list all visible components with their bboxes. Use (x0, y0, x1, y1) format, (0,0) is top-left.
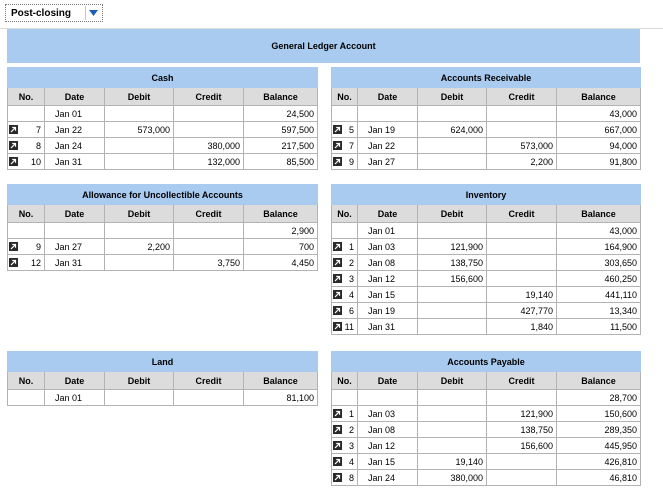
cell-balance: 597,500 (244, 122, 318, 138)
account-table (7, 184, 318, 271)
journal-link-icon[interactable] (9, 141, 18, 150)
account-title: Accounts Payable (332, 352, 641, 372)
journal-link-icon[interactable] (333, 409, 342, 418)
account-table (331, 351, 641, 486)
cell-no (332, 255, 358, 271)
column-header-no: No. (8, 88, 45, 106)
entry-number: 11 (344, 321, 354, 332)
ledger-row (332, 271, 641, 287)
cell-date: Jan 31 (358, 319, 418, 335)
cell-credit: 156,600 (487, 438, 557, 454)
column-header-balance: Balance (557, 205, 641, 223)
column-header-date: Date (45, 205, 105, 223)
cell-no (332, 390, 358, 406)
cell-date: Jan 24 (358, 470, 418, 486)
cell-date: Jan 03 (358, 239, 418, 255)
journal-link-icon[interactable] (333, 157, 342, 166)
cell-no (8, 239, 45, 255)
cell-credit (174, 106, 244, 122)
column-header-debit: Debit (105, 88, 174, 106)
ledger-row (332, 287, 641, 303)
cell-balance: 4,450 (244, 255, 318, 271)
cell-date: Jan 27 (45, 239, 105, 255)
ledger-row (332, 319, 641, 335)
cell-balance: 94,000 (557, 138, 641, 154)
ledger-row (332, 255, 641, 271)
cell-date: Jan 08 (358, 255, 418, 271)
cell-balance: 85,500 (244, 154, 318, 170)
ledger-row (332, 438, 641, 454)
column-header-balance: Balance (557, 372, 641, 390)
cell-balance: 28,700 (557, 390, 641, 406)
cell-debit (418, 287, 487, 303)
cell-credit (487, 122, 557, 138)
account-table (331, 67, 641, 170)
cell-no (8, 122, 45, 138)
column-header-debit: Debit (105, 372, 174, 390)
cell-balance: 24,500 (244, 106, 318, 122)
cell-debit (105, 106, 174, 122)
account-title: Accounts Receivable (332, 68, 641, 88)
cell-no (8, 255, 45, 271)
journal-link-icon[interactable] (333, 441, 342, 450)
column-header-debit: Debit (105, 205, 174, 223)
cell-no (332, 223, 358, 239)
ledger-row (8, 138, 318, 154)
column-header-debit: Debit (418, 88, 487, 106)
column-header-debit: Debit (418, 372, 487, 390)
cell-date: Jan 31 (45, 154, 105, 170)
general-ledger-title: General Ledger Account (271, 41, 376, 51)
entry-number: 7 (348, 140, 354, 151)
journal-link-icon[interactable] (333, 473, 342, 482)
ledger-account-cash (7, 67, 317, 170)
ledger-account-allowance (7, 184, 317, 271)
cell-credit: 3,750 (174, 255, 244, 271)
column-header-balance: Balance (244, 205, 318, 223)
journal-link-icon[interactable] (9, 258, 18, 267)
cell-no (332, 406, 358, 422)
cell-balance: 445,950 (557, 438, 641, 454)
cell-no (332, 122, 358, 138)
column-header-date: Date (358, 372, 418, 390)
journal-link-icon[interactable] (333, 274, 342, 283)
cell-date: Jan 22 (358, 138, 418, 154)
cell-credit (174, 390, 244, 406)
ledger-row (332, 470, 641, 486)
cell-no (8, 223, 45, 239)
account-title: Land (8, 352, 318, 372)
cell-credit: 132,000 (174, 154, 244, 170)
ledger-row (8, 106, 318, 122)
cell-debit: 19,140 (418, 454, 487, 470)
ledger-row (332, 106, 641, 122)
journal-link-icon[interactable] (333, 141, 342, 150)
column-header-date: Date (358, 88, 418, 106)
cell-balance: 667,000 (557, 122, 641, 138)
cell-date: Jan 12 (358, 271, 418, 287)
column-header-debit: Debit (418, 205, 487, 223)
cell-debit (418, 154, 487, 170)
journal-link-icon[interactable] (333, 290, 342, 299)
cell-no (332, 319, 358, 335)
account-title: Inventory (332, 185, 641, 205)
ledger-account-inventory (331, 184, 640, 335)
cell-date: Jan 01 (45, 106, 105, 122)
cell-credit (174, 122, 244, 138)
entry-number: 1 (348, 408, 354, 419)
entry-number: 2 (348, 257, 354, 268)
cell-balance: 81,100 (244, 390, 318, 406)
cell-debit: 121,900 (418, 239, 487, 255)
entry-number: 3 (348, 273, 354, 284)
entry-number: 5 (348, 124, 354, 135)
journal-link-icon[interactable] (9, 125, 18, 134)
column-header-credit: Credit (174, 205, 244, 223)
entry-number: 12 (30, 257, 41, 268)
entry-number: 3 (348, 440, 354, 451)
cell-credit (487, 223, 557, 239)
cell-credit (487, 390, 557, 406)
ledger-row (332, 138, 641, 154)
cell-debit (418, 406, 487, 422)
ledger-row (332, 122, 641, 138)
column-header-credit: Credit (487, 372, 557, 390)
cell-credit (487, 255, 557, 271)
entry-number: 8 (35, 140, 41, 151)
cell-credit: 2,200 (487, 154, 557, 170)
cell-debit: 2,200 (105, 239, 174, 255)
journal-link-icon[interactable] (9, 157, 18, 166)
journal-link-icon[interactable] (333, 258, 342, 267)
cell-no (332, 470, 358, 486)
cell-balance: 164,900 (557, 239, 641, 255)
ledger-row (8, 239, 318, 255)
ledger-account-land (7, 351, 317, 406)
ledger-row (332, 303, 641, 319)
cell-balance: 13,340 (557, 303, 641, 319)
cell-date (45, 223, 105, 239)
cell-balance: 441,110 (557, 287, 641, 303)
cell-debit (418, 422, 487, 438)
cell-debit: 624,000 (418, 122, 487, 138)
cell-credit: 121,900 (487, 406, 557, 422)
cell-no (8, 138, 45, 154)
account-title: Allowance for Uncollectible Accounts (8, 185, 318, 205)
cell-debit (418, 138, 487, 154)
cell-debit: 138,750 (418, 255, 487, 271)
cell-no (332, 422, 358, 438)
general-ledger-header (7, 29, 640, 63)
cell-debit (418, 438, 487, 454)
ledger-account-accounts-payable (331, 351, 640, 486)
cell-debit: 573,000 (105, 122, 174, 138)
ledger-row (8, 154, 318, 170)
column-header-balance: Balance (244, 88, 318, 106)
journal-link-icon[interactable] (333, 242, 342, 251)
cell-date: Jan 15 (358, 454, 418, 470)
cell-credit: 19,140 (487, 287, 557, 303)
entry-number: 2 (348, 424, 354, 435)
cell-date: Jan 24 (45, 138, 105, 154)
cell-no (8, 390, 45, 406)
cell-debit (105, 154, 174, 170)
cell-credit (487, 271, 557, 287)
cell-debit (418, 303, 487, 319)
cell-balance: 43,000 (557, 223, 641, 239)
cell-no (332, 154, 358, 170)
ledger-row (332, 390, 641, 406)
column-header-credit: Credit (174, 372, 244, 390)
journal-link-icon[interactable] (333, 306, 342, 315)
entry-number: 8 (348, 472, 354, 483)
cell-date: Jan 01 (358, 223, 418, 239)
ledger-row (332, 406, 641, 422)
chevron-down-icon[interactable] (85, 6, 101, 20)
journal-view-dropdown[interactable] (5, 4, 103, 22)
cell-credit (487, 470, 557, 486)
cell-no (332, 271, 358, 287)
cell-credit (487, 106, 557, 122)
account-title: Cash (8, 68, 318, 88)
cell-balance: 303,650 (557, 255, 641, 271)
column-header-date: Date (45, 88, 105, 106)
cell-no (332, 303, 358, 319)
entry-number: 10 (30, 156, 41, 167)
cell-date: Jan 01 (45, 390, 105, 406)
cell-credit: 138,750 (487, 422, 557, 438)
ledger-row (8, 390, 318, 406)
account-table (7, 67, 318, 170)
column-header-balance: Balance (244, 372, 318, 390)
cell-credit (487, 239, 557, 255)
cell-date (358, 106, 418, 122)
column-header-credit: Credit (174, 88, 244, 106)
cell-no (332, 138, 358, 154)
cell-balance: 91,800 (557, 154, 641, 170)
entry-number: 6 (348, 305, 354, 316)
cell-date: Jan 27 (358, 154, 418, 170)
cell-credit (174, 239, 244, 255)
cell-balance: 700 (244, 239, 318, 255)
cell-credit: 380,000 (174, 138, 244, 154)
cell-date: Jan 31 (45, 255, 105, 271)
account-table (7, 351, 318, 406)
cell-balance: 11,500 (557, 319, 641, 335)
ledger-row (332, 239, 641, 255)
cell-balance: 217,500 (244, 138, 318, 154)
cell-no (332, 106, 358, 122)
cell-no (8, 106, 45, 122)
cell-debit (418, 223, 487, 239)
journal-link-icon[interactable] (9, 242, 18, 251)
cell-debit: 380,000 (418, 470, 487, 486)
column-header-no: No. (8, 205, 45, 223)
cell-date: Jan 22 (45, 122, 105, 138)
cell-date: Jan 19 (358, 303, 418, 319)
column-header-credit: Credit (487, 88, 557, 106)
cell-debit (418, 106, 487, 122)
ledger-row (8, 122, 318, 138)
account-table (331, 184, 641, 335)
ledger-row (332, 422, 641, 438)
cell-balance: 426,810 (557, 454, 641, 470)
entry-number: 9 (35, 241, 41, 252)
cell-balance: 289,350 (557, 422, 641, 438)
cell-no (332, 454, 358, 470)
cell-no (332, 287, 358, 303)
ledger-row (8, 255, 318, 271)
cell-no (332, 239, 358, 255)
dropdown-selected-label: Post-closing (11, 7, 72, 19)
cell-date (358, 390, 418, 406)
cell-credit (487, 454, 557, 470)
entry-number: 7 (35, 124, 41, 135)
ledger-row (8, 223, 318, 239)
journal-link-icon[interactable] (333, 457, 342, 466)
cell-balance: 2,900 (244, 223, 318, 239)
column-header-no: No. (332, 205, 358, 223)
entry-number: 9 (348, 156, 354, 167)
ledger-row (332, 454, 641, 470)
entry-number: 4 (348, 289, 354, 300)
column-header-no: No. (332, 372, 358, 390)
cell-credit: 427,770 (487, 303, 557, 319)
cell-debit (418, 319, 487, 335)
cell-balance: 460,250 (557, 271, 641, 287)
ledger-row (332, 154, 641, 170)
column-header-no: No. (332, 88, 358, 106)
cell-no (332, 438, 358, 454)
cell-credit (174, 223, 244, 239)
column-header-balance: Balance (557, 88, 641, 106)
cell-date: Jan 15 (358, 287, 418, 303)
cell-debit (105, 255, 174, 271)
ledger-account-accounts-receivable (331, 67, 640, 170)
entry-number: 1 (348, 241, 354, 252)
cell-date: Jan 12 (358, 438, 418, 454)
cell-balance: 150,600 (557, 406, 641, 422)
column-header-no: No. (8, 372, 45, 390)
column-header-date: Date (358, 205, 418, 223)
cell-credit: 1,840 (487, 319, 557, 335)
cell-no (8, 154, 45, 170)
cell-debit: 156,600 (418, 271, 487, 287)
entry-number: 4 (348, 456, 354, 467)
cell-credit: 573,000 (487, 138, 557, 154)
ledger-row (332, 223, 641, 239)
cell-date: Jan 03 (358, 406, 418, 422)
journal-link-icon[interactable] (333, 125, 342, 134)
cell-debit (105, 138, 174, 154)
cell-debit (418, 390, 487, 406)
cell-balance: 43,000 (557, 106, 641, 122)
journal-link-icon[interactable] (333, 425, 342, 434)
cell-debit (105, 390, 174, 406)
cell-date: Jan 08 (358, 422, 418, 438)
cell-debit (105, 223, 174, 239)
journal-link-icon[interactable] (333, 322, 342, 331)
cell-date: Jan 19 (358, 122, 418, 138)
cell-balance: 46,810 (557, 470, 641, 486)
column-header-credit: Credit (487, 205, 557, 223)
column-header-date: Date (45, 372, 105, 390)
